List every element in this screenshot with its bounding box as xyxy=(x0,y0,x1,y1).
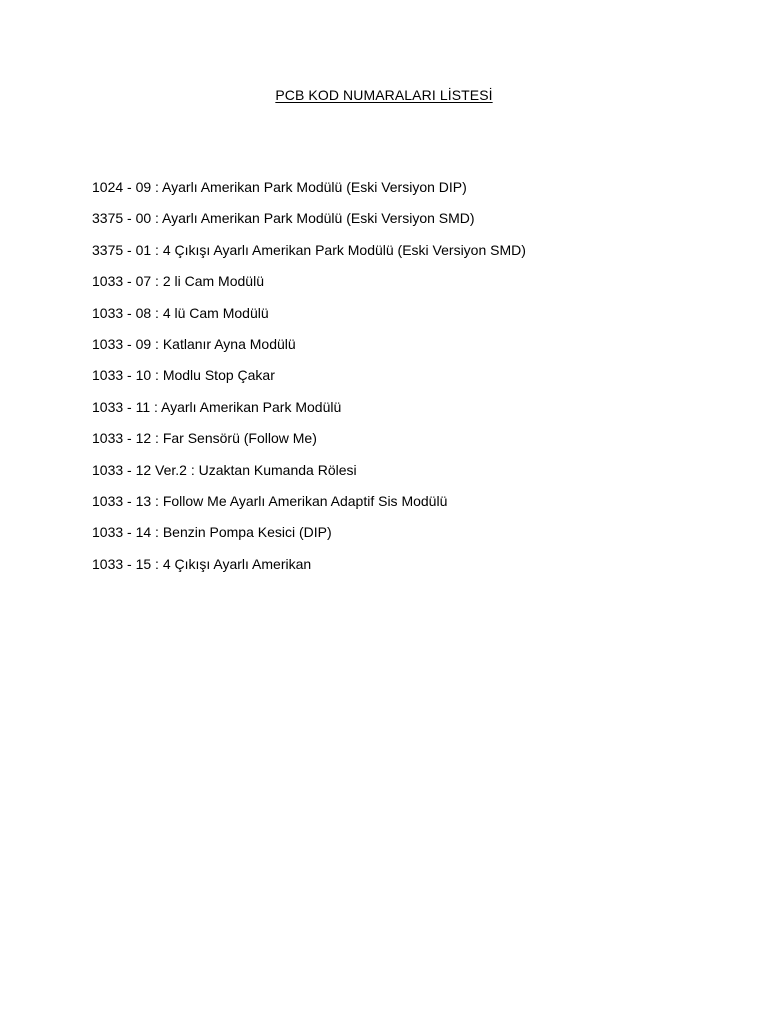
list-item: 1024 - 09 : Ayarlı Amerikan Park Modülü (Eski Versiyon DIP) xyxy=(92,179,467,195)
list-item: 1033 - 14 : Benzin Pompa Kesici (DIP) xyxy=(92,524,332,541)
list-item: 1033 - 13 : Follow Me Ayarlı Amerikan Adaptif Sis Modülü xyxy=(92,492,448,509)
list-item: 1033 - 10 : Modlu Stop Çakar xyxy=(92,367,275,384)
document-title: PCB KOD NUMARALARI LİSTESİ xyxy=(275,87,493,103)
list-item: 3375 - 00 : Ayarlı Amerikan Park Modülü (Eski Versiyon SMD) xyxy=(92,210,475,227)
list-item: 1033 - 12 : Far Sensörü (Follow Me) xyxy=(92,430,317,447)
list-item: 1033 - 09 : Katlanır Ayna Modülü xyxy=(92,335,296,352)
list-item: 1033 - 08 : 4 lü Cam Modülü xyxy=(92,304,269,321)
list-item: 1033 - 11 : Ayarlı Amerikan Park Modülü xyxy=(92,398,342,415)
list-item: 3375 - 01 : 4 Çıkışı Ayarlı Amerikan Park Modülü (Eski Versiyon SMD) xyxy=(92,241,526,258)
list-item: 1033 - 07 : 2 li Cam Modülü xyxy=(92,273,264,290)
pcb-code-list xyxy=(92,178,526,586)
list-item: 1033 - 12 Ver.2 : Uzaktan Kumanda Rölesi xyxy=(92,461,357,478)
list-item: 1033 - 15 : 4 Çıkışı Ayarlı Amerikan xyxy=(92,555,312,572)
